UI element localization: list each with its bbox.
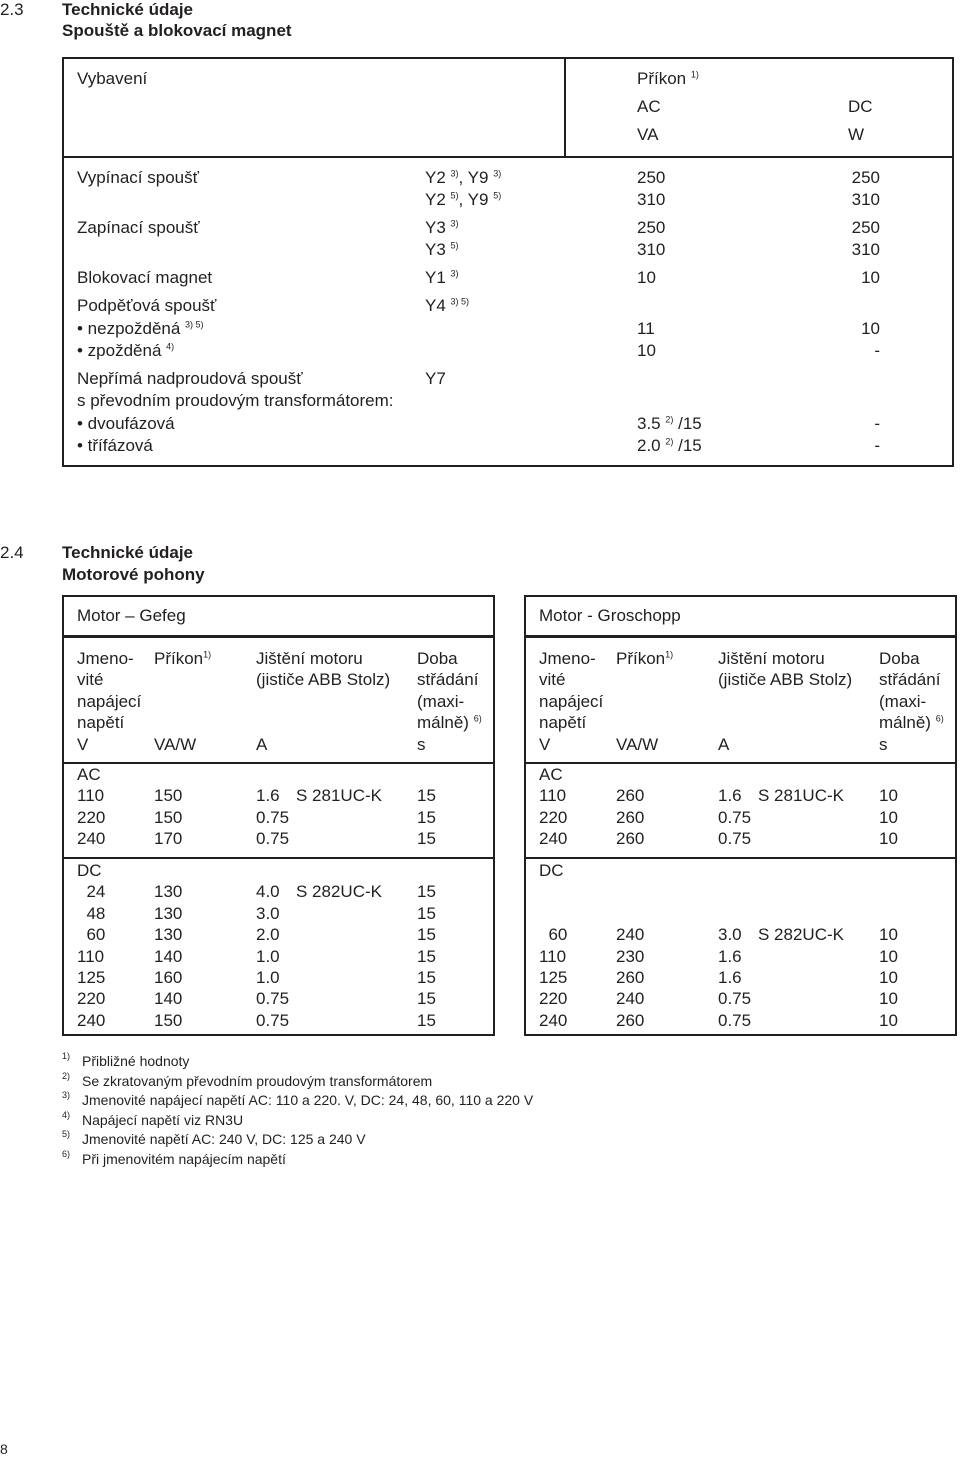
groschopp-head-protection: Jištění motoru (jističe ABB Stolz)	[718, 649, 853, 690]
row-code: Y3 $^{3)}$	[425, 218, 459, 237]
gefeg-dc-current: 4.0 3.0 2.0 1.0 1.0 0.75 0.75	[256, 882, 290, 1030]
footnote-text: Při jmenovitém napájecím napětí	[82, 1151, 286, 1167]
gefeg-unit-v: V	[77, 735, 89, 754]
row-ac-value: 10	[637, 341, 656, 360]
groschopp-ac-power: 260 260 260	[616, 786, 645, 849]
row-dc-value: -	[874, 414, 880, 433]
groschopp-head-time: Doba střádání (maxi- málně) $^{6)}$	[879, 649, 944, 733]
row-dc-value: -	[874, 436, 880, 455]
section-24-number: 2.4	[0, 543, 24, 562]
row-dc-value: 10	[861, 319, 880, 338]
row-label: Blokovací magnet	[77, 268, 213, 287]
groschopp-ac-voltages: AC 110 220 240	[539, 765, 568, 849]
footnote-number: 1)	[62, 1051, 71, 1061]
row-label: Podpěťová spoušť	[77, 296, 217, 315]
gefeg-dc-time: 15 15 15 15 15 15 15	[417, 882, 436, 1030]
gefeg-ac-current: 1.6 0.75 0.75	[256, 786, 290, 849]
row-label: Nepřímá nadproudová spoušť	[77, 369, 303, 388]
row-label: • dvoufázová	[77, 414, 175, 433]
row-code: Y4 $^{3) 5)}$	[425, 296, 470, 315]
row-ac-value: 250	[637, 218, 666, 237]
row-ac-value: 250	[637, 168, 666, 187]
footnote-number: 6)	[62, 1149, 71, 1159]
power-header: Příkon $^{1)}$	[637, 69, 699, 88]
footnote-text: Přibližné hodnoty	[82, 1053, 190, 1069]
gefeg-dc-power: 130 130 130 140 160 140 150	[154, 882, 183, 1030]
row-label: • nezpožděná $^{3) 5)}$	[77, 319, 204, 338]
groschopp-ac-current: 1.6 0.75 0.75	[718, 786, 752, 849]
header-divider	[564, 57, 566, 157]
gefeg-ac-time: 15 15 15	[417, 786, 436, 849]
ac-header: AC	[637, 97, 661, 116]
row-dc-value: 310	[851, 240, 880, 259]
row-code: Y2 $^{5)}$, Y9 $^{5)}$	[425, 190, 502, 209]
gefeg-dc-breaker: S 282UC-K	[296, 882, 382, 902]
gefeg-head-power: Příkon$^{1)}$	[154, 649, 212, 668]
groschopp-ac-breaker: S 281UC-K	[758, 786, 844, 806]
row-dc-value: 10	[861, 268, 880, 287]
row-dc-value: 250	[851, 218, 880, 237]
footnote-number: 4)	[62, 1109, 71, 1120]
header-bottom-line	[62, 156, 954, 158]
footnote-number: 2)	[62, 1070, 71, 1081]
equipment-header: Vybavení	[77, 69, 148, 88]
groschopp-dc-voltages: DC 60 110 125 220 240	[539, 861, 568, 1030]
row-ac-value: 11	[637, 319, 655, 338]
groschopp-unit-a: A	[718, 735, 730, 754]
row-dc-value: 250	[851, 168, 880, 187]
va-unit: VA	[637, 125, 659, 144]
gefeg-head-protection: Jištění motoru (jističe ABB Stolz)	[256, 649, 391, 690]
groschopp-unit-vaw: VA/W	[616, 735, 659, 754]
groschopp-dc-current: 3.0 1.6 1.6 0.75 0.75	[718, 925, 752, 1030]
row-dc-value: -	[874, 341, 880, 360]
gefeg-unit-s: s	[417, 735, 426, 754]
row-dc-value: 310	[851, 190, 880, 209]
row-code: Y1 $^{3)}$	[425, 268, 459, 287]
w-unit: W	[848, 125, 865, 144]
section-23-title: Technické údaje	[62, 0, 194, 19]
groschopp-head-voltage: Jmeno- vité napájecí napětí	[539, 649, 604, 733]
footnote-text: Se zkratovaným převodním proudovým transformátorem	[82, 1072, 433, 1089]
row-ac-value: 310	[637, 240, 666, 259]
groschopp-ac-dc-line	[524, 857, 957, 859]
groschopp-dc-time: 10 10 10 10 10	[879, 925, 898, 1030]
section-23-subtitle: Spouště a blokovací magnet	[62, 21, 292, 40]
gefeg-ac-dc-line	[62, 857, 495, 859]
section-24-subtitle: Motorové pohony	[62, 565, 205, 584]
footnote-text: Jmenovité napájecí napětí AC: 110 a 220. V, DC: 24, 48, 60, 110 a 220 V	[82, 1092, 534, 1109]
row-label: • třífázová	[77, 436, 153, 455]
groschopp-unit-v: V	[539, 735, 551, 754]
groschopp-ac-time: 10 10 10	[879, 786, 898, 849]
row-label: Vypínací spoušť	[77, 168, 199, 187]
footnote-text: Jmenovité napětí AC: 240 V, DC: 125 a 240 V	[82, 1131, 366, 1148]
section-23-number: 2.3	[0, 0, 24, 19]
row-code: Y3 $^{5)}$	[425, 240, 459, 259]
row-ac-value: 3.5 $^{2)}$ /15	[637, 414, 702, 433]
gefeg-title: Motor – Gefeg	[77, 606, 186, 625]
footnote-number: 5)	[62, 1129, 71, 1140]
row-code: Y7	[425, 369, 446, 388]
row-ac-value: 10	[637, 268, 656, 287]
gefeg-dc-voltages: DC 24 48 60 110 125 220 240	[77, 861, 106, 1030]
row-label: Zapínací spoušť	[77, 218, 200, 237]
row-ac-value: 2.0 $^{2)}$ /15	[637, 436, 702, 455]
gefeg-ac-voltages: AC 110 220 240	[77, 765, 106, 849]
groschopp-head-power: Příkon$^{1)}$	[616, 649, 674, 668]
gefeg-ac-breaker: S 281UC-K	[296, 786, 382, 806]
groschopp-dc-power: 240 230 260 240 260	[616, 925, 645, 1030]
gefeg-head-time: Doba střádání (maxi- málně) $^{6)}$	[417, 649, 482, 733]
page-number: 8	[0, 1441, 8, 1457]
row-ac-value: 310	[637, 190, 666, 209]
footnote-text: Napájecí napětí viz RN3U	[82, 1111, 244, 1128]
row-label: • zpožděná $^{4)}$	[77, 341, 175, 360]
section-24-title: Technické údaje	[62, 543, 194, 562]
gefeg-ac-power: 150 150 170	[154, 786, 183, 849]
row-label: s převodním proudovým transformátorem:	[77, 391, 394, 410]
gefeg-unit-vaw: VA/W	[154, 735, 197, 754]
groschopp-title: Motor - Groschopp	[539, 606, 681, 625]
footnote-number: 3)	[62, 1090, 71, 1101]
groschopp-dc-breaker: S 282UC-K	[758, 925, 844, 945]
gefeg-unit-a: A	[256, 735, 268, 754]
groschopp-unit-s: s	[879, 735, 888, 754]
dc-header: DC	[848, 97, 873, 116]
row-code: Y2 $^{3)}$, Y9 $^{3)}$	[425, 168, 502, 187]
gefeg-head-voltage: Jmeno- vité napájecí napětí	[77, 649, 142, 733]
